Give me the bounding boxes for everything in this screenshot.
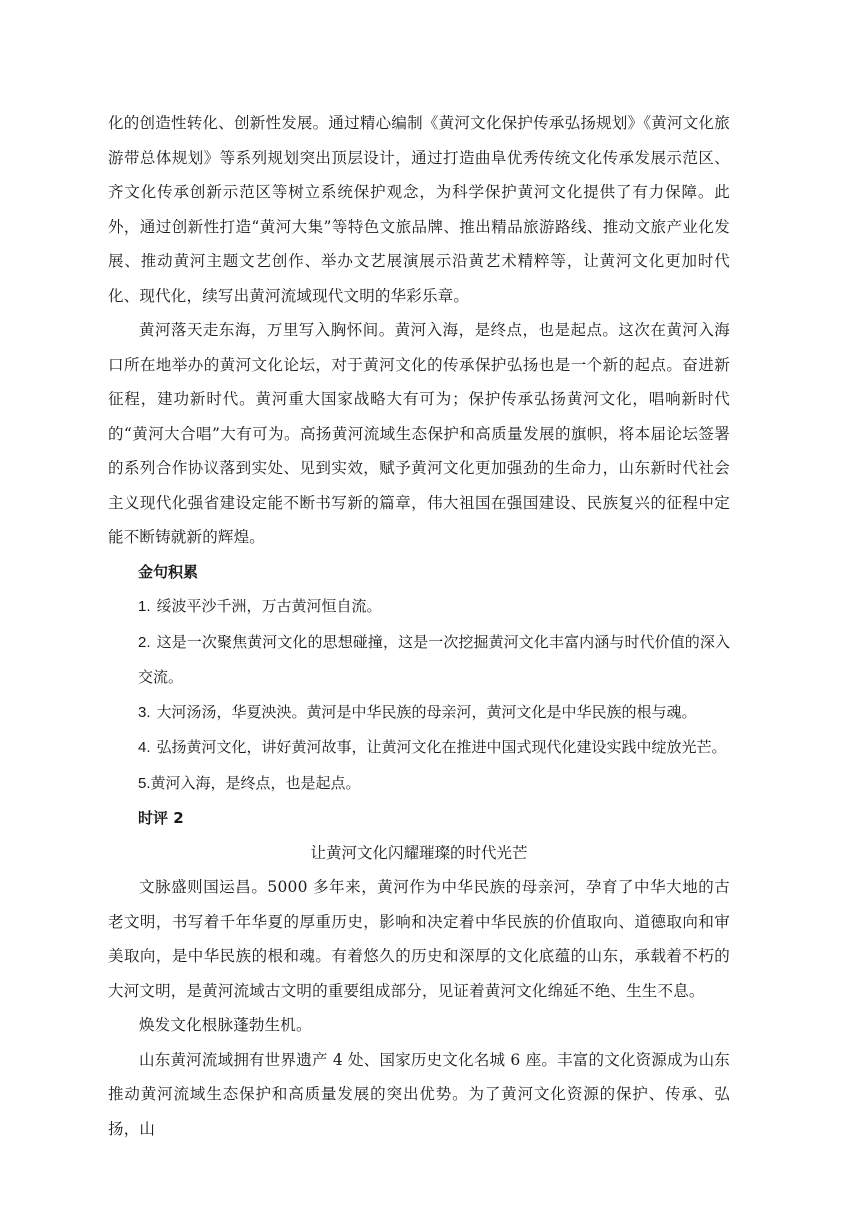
body-paragraph: 焕发文化根脉蓬勃生机。 <box>139 1016 312 1034</box>
quote-number: 2. <box>138 633 151 651</box>
quote-item <box>108 695 730 731</box>
quote-number: 1. <box>138 598 151 615</box>
quote-text: 绥波平沙千洲，万古黄河恒自流。 <box>156 597 382 615</box>
quote-number: 5. <box>138 774 151 792</box>
quote-text: 这是一次聚焦黄河文化的思想碰撞，这是一次挖掘黄河文化丰富内涵与时代价值的深入交流。 <box>138 632 730 686</box>
quote-item <box>108 625 730 695</box>
quote-number: 4. <box>138 739 151 756</box>
quote-number: 3. <box>138 703 151 721</box>
article-title: 让黄河文化闪耀璀璨的时代光芒 <box>310 843 528 862</box>
quote-item <box>108 589 730 625</box>
body-paragraph: 山东黄河流域拥有世界遗产 4 处、国家历史文化名城 6 座。丰富的文化资源成为山东推动黄河流域生态保护和高质量发展的突出优势。为了黄河文化资源的保护、传承、弘扬，山 <box>108 1050 730 1138</box>
section-heading-golden-sentences: 金句积累 <box>138 562 199 581</box>
document-page <box>108 106 730 1146</box>
quote-item <box>108 766 730 802</box>
section-heading-commentary: 时评 2 <box>138 809 184 827</box>
quote-text: 黄河入海，是终点，也是起点。 <box>150 773 361 792</box>
body-paragraph: 黄河落天走东海，万里写入胸怀间。黄河入海，是终点，也是起点。这次在黄河入海口所在地举办的黄河文化论坛，对于黄河文化的传承保护弘扬也是一个新的起点。奋进新征程，建功新时代。黄河重大国家战略大有可为；保护传承弘扬黄河文化，唱响新时代的“黄河大合唱”大有可为。高扬黄河流域生态保护和高质量发展的旗帜，将本届论坛签署的系列合作协议落到实处、见到实效，赋予黄河文化更加强劲的生命力，山东新时代社会主义现代化强省建设定能不断书写新的篇章，伟大祖国在强国建设、民族复兴的征程中定能不断铸就新的辉煌。 <box>108 321 730 546</box>
quote-text: 弘扬黄河文化，讲好黄河故事，让黄河文化在推进中国式现代化建设实践中绽放光芒。 <box>156 738 727 756</box>
quote-item <box>108 730 730 766</box>
body-paragraph: 文脉盛则国运昌。5000 多年来，黄河作为中华民族的母亲河，孕育了中华大地的古老文明，书写着千年华夏的厚重历史，影响和决定着中华民族的价值取向、道德取向和审美取向，是中华民族的根和魂。有着悠久的历史和深厚的文化底蕴的山东，承载着不朽的大河文明，是黄河流域古文明的重要组成部分，见证着黄河文化绵延不绝、生生不息。 <box>108 878 730 1000</box>
quote-text: 大河汤汤，华夏泱泱。黄河是中华民族的母亲河，黄河文化是中华民族的根与魂。 <box>156 702 697 721</box>
body-paragraph: 化的创造性转化、创新性发展。通过精心编制《黄河文化保护传承弘扬规划》《黄河文化旅游带总体规划》等系列规划突出顶层设计，通过打造曲阜优秀传统文化传承发展示范区、齐文化传承创新示范区等树立系统保护观念，为科学保护黄河文化提供了有力保障。此外，通过创新性打造“黄河大集”等特色文旅品牌、推出精品旅游路线、推动文旅产业化发展、推动黄河主题文艺创作、举办文艺展演展示沿黄艺术精粹等，让黄河文化更加时代化、现代化，续写出黄河流域现代文明的华彩乐章。 <box>108 114 730 305</box>
